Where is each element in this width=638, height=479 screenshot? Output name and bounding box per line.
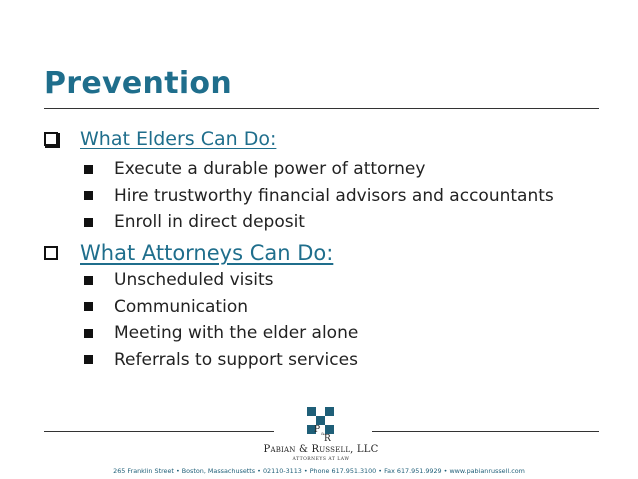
checkbox-bullet-icon — [44, 246, 58, 260]
section-elders-heading — [44, 128, 276, 150]
list-item — [84, 156, 554, 183]
list-item-text: Referrals to support services — [114, 349, 358, 370]
list-item-text: Enroll in direct deposit — [114, 212, 305, 233]
footer-address: 265 Franklin Street • Boston, Massachusetts • 02110-3113 • Phone 617.951.3100 • Fax 617.951.9929 • www.pabianrussell.com — [113, 467, 525, 475]
list-item — [84, 209, 554, 236]
list-item — [84, 294, 358, 321]
logo-square — [307, 407, 316, 416]
list-item-text: Communication — [114, 296, 248, 317]
section-attorneys-label: What Attorneys Can Do: — [80, 241, 334, 265]
logo-monogram-r: R — [324, 434, 331, 444]
square-bullet-icon — [84, 355, 93, 364]
list-item — [84, 347, 358, 374]
title-divider — [44, 108, 599, 109]
attorneys-list — [84, 267, 358, 373]
firm-name: Pabian & Russell, LLC — [263, 444, 379, 455]
firm-tagline: ATTORNEYS AT LAW — [292, 457, 350, 462]
logo-monogram-p: P — [314, 425, 321, 435]
elders-list — [84, 156, 554, 236]
list-item — [84, 267, 358, 294]
square-bullet-icon — [84, 302, 93, 311]
section-attorneys-heading — [44, 241, 333, 265]
logo-square — [325, 407, 334, 416]
checkbox-bullet-icon — [44, 132, 58, 146]
logo-monogram-amp: & — [321, 431, 325, 436]
firm-logo-icon — [266, 405, 376, 465]
square-bullet-icon — [84, 165, 93, 174]
list-item — [84, 320, 358, 347]
footer-divider-left — [44, 431, 274, 432]
square-bullet-icon — [84, 191, 93, 200]
square-bullet-icon — [84, 276, 93, 285]
list-item-text: Meeting with the elder alone — [114, 323, 359, 344]
list-item-text: Execute a durable power of attorney — [114, 159, 426, 180]
logo-square — [325, 425, 334, 434]
list-item-text: Unscheduled visits — [114, 270, 274, 291]
section-elders-label: What Elders Can Do: — [80, 128, 277, 150]
logo-square — [316, 416, 325, 425]
square-bullet-icon — [84, 218, 93, 227]
square-bullet-icon — [84, 329, 93, 338]
list-item-text: Hire trustworthy financial advisors and accountants — [114, 185, 554, 206]
list-item — [84, 183, 554, 210]
slide-title: Prevention — [44, 66, 232, 101]
footer-divider-right — [372, 431, 599, 432]
